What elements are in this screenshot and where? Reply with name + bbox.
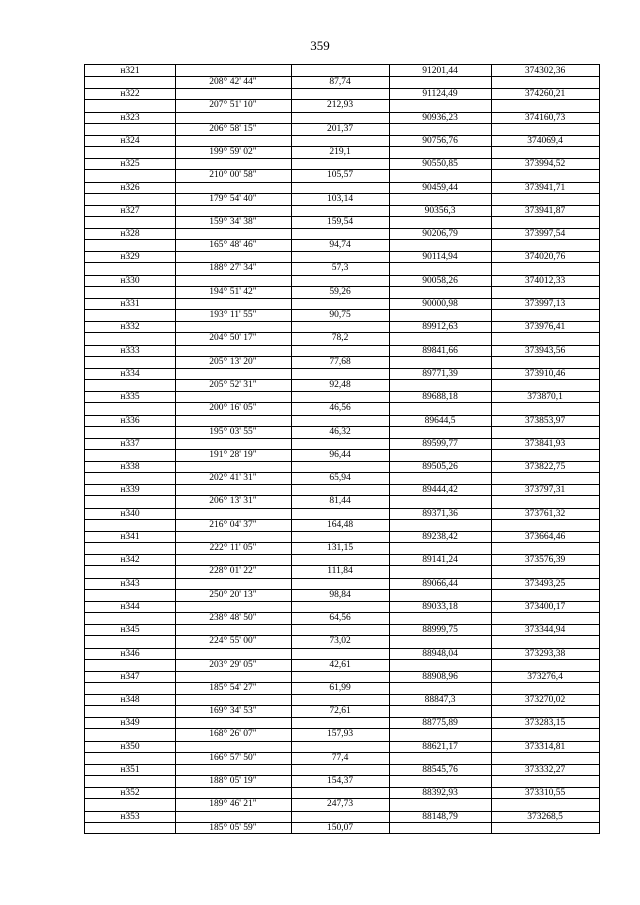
y-coordinate: 374069,4: [527, 135, 563, 146]
table-row: [85, 415, 599, 439]
y-coordinate: 373997,13: [524, 299, 566, 309]
direction-angle: 250° 20' 13": [209, 589, 257, 600]
x-coordinate: 90550,85: [422, 159, 458, 170]
point-name: н333: [120, 345, 140, 356]
direction-angle: 185° 05' 59": [209, 822, 257, 833]
table-row: [85, 787, 599, 811]
point-name: н351: [120, 765, 140, 775]
table-row: [85, 578, 599, 602]
direction-angle: 188° 27' 34": [209, 263, 257, 274]
y-coordinate: 373310,55: [524, 788, 566, 799]
table-row: [85, 182, 599, 206]
y-coordinate: 374302,36: [524, 66, 566, 76]
x-coordinate: 88999,75: [422, 625, 458, 636]
point-name: н339: [120, 485, 140, 496]
segment-length: 212,93: [326, 100, 354, 111]
direction-angle: 185° 54' 27": [209, 682, 257, 693]
table-row: [85, 205, 599, 229]
table-row: [85, 648, 599, 672]
point-name: н335: [120, 392, 140, 403]
direction-angle: 166° 57' 50": [209, 752, 257, 763]
segment-length: 81,44: [329, 496, 351, 507]
x-coordinate: 90936,23: [422, 112, 458, 123]
point-name: н349: [120, 718, 140, 729]
direction-angle: 210° 00' 58": [209, 170, 257, 181]
y-coordinate: 373664,46: [524, 532, 566, 542]
table-row: [85, 531, 599, 555]
table-row: [85, 601, 599, 625]
segment-length: 150,07: [326, 822, 354, 833]
direction-angle: 179° 54' 40": [209, 193, 257, 204]
table-row: [85, 368, 599, 392]
direction-angle: 165° 48' 46": [209, 240, 257, 251]
page-number: 359: [310, 38, 330, 53]
segment-length: 42,61: [329, 659, 351, 670]
direction-angle: 216° 04' 37": [209, 519, 257, 530]
coordinates-table: [84, 64, 600, 834]
y-coordinate: 373344,94: [524, 625, 566, 636]
x-coordinate: 90756,76: [422, 135, 458, 146]
y-coordinate: 373841,93: [524, 438, 566, 449]
table-row: [85, 554, 599, 578]
point-name: н341: [120, 532, 140, 542]
table-row: [85, 298, 599, 322]
direction-angle: 189° 46' 21": [209, 799, 257, 810]
table-row: [85, 624, 599, 648]
x-coordinate: 88545,76: [422, 765, 458, 775]
segment-length: 159,54: [326, 216, 354, 227]
segment-length: 78,2: [331, 333, 349, 344]
x-coordinate: 89644,5: [424, 415, 456, 426]
direction-angle: 203° 29' 05": [209, 659, 257, 670]
x-coordinate: 90114,94: [422, 252, 458, 263]
y-coordinate: 373870,1: [527, 392, 563, 403]
segment-length: 154,37: [326, 776, 354, 786]
x-coordinate: 89599,77: [422, 438, 458, 449]
segment-length: 164,48: [326, 519, 354, 530]
x-coordinate: 90459,44: [422, 182, 458, 193]
point-name: н346: [120, 648, 140, 659]
x-coordinate: 90058,26: [422, 275, 458, 286]
point-name: н328: [120, 229, 140, 240]
point-name: н321: [120, 66, 140, 76]
table-row: [85, 438, 599, 462]
x-coordinate: 89371,36: [422, 508, 458, 519]
x-coordinate: 88392,93: [422, 788, 458, 799]
direction-angle: 207° 51' 10": [209, 100, 257, 111]
y-coordinate: 373270,02: [524, 695, 566, 706]
table-row: [85, 65, 599, 89]
segment-length: 157,93: [326, 729, 354, 740]
direction-angle: 238° 48' 50": [209, 612, 257, 623]
direction-angle: 200° 16' 05": [209, 403, 257, 414]
y-coordinate: 373943,56: [524, 345, 566, 356]
point-name: н332: [120, 322, 140, 333]
y-coordinate: 373994,52: [524, 159, 566, 170]
table-row: [85, 508, 599, 532]
point-name: н329: [120, 252, 140, 263]
y-coordinate: 373283,15: [524, 718, 566, 729]
direction-angle: 159° 34' 38": [209, 216, 257, 227]
point-name: н353: [120, 811, 140, 822]
segment-length: 46,32: [329, 426, 351, 437]
point-name: н331: [120, 299, 140, 309]
x-coordinate: 88775,89: [422, 718, 458, 729]
table-row: [85, 112, 599, 136]
table-row: [85, 694, 599, 718]
y-coordinate: 373941,71: [524, 182, 566, 193]
direction-angle: 193° 11' 55": [209, 310, 257, 320]
segment-length: 111,84: [327, 566, 353, 577]
y-coordinate: 374260,21: [524, 89, 566, 100]
point-name: н327: [120, 205, 140, 216]
direction-angle: 205° 13' 20": [209, 356, 257, 367]
segment-length: 201,37: [326, 123, 354, 134]
point-name: н334: [120, 368, 140, 379]
direction-angle: 205° 52' 31": [209, 379, 257, 390]
point-name: н336: [120, 415, 140, 426]
table-row: [85, 764, 599, 788]
segment-length: 87,74: [329, 77, 351, 87]
segment-length: 131,15: [326, 543, 354, 553]
x-coordinate: 88908,96: [422, 671, 458, 682]
segment-length: 57,3: [331, 263, 349, 274]
x-coordinate: 88948,04: [422, 648, 458, 659]
segment-length: 77,4: [331, 752, 349, 763]
x-coordinate: 89444,42: [422, 485, 458, 496]
point-name: н325: [120, 159, 140, 170]
table-row: [85, 484, 599, 508]
point-name: н337: [120, 438, 140, 449]
segment-length: 96,44: [329, 449, 351, 460]
direction-angle: 202° 41' 31": [209, 473, 257, 484]
segment-length: 219,1: [329, 146, 351, 157]
direction-angle: 195° 03' 55": [209, 426, 257, 437]
segment-length: 247,73: [326, 799, 354, 810]
y-coordinate: 373822,75: [524, 462, 566, 473]
point-name: н344: [120, 601, 140, 612]
segment-length: 64,56: [329, 612, 351, 623]
y-coordinate: 373314,81: [524, 741, 566, 752]
x-coordinate: 89505,26: [422, 462, 458, 473]
segment-length: 92,48: [329, 379, 351, 390]
direction-angle: 228° 01' 22": [209, 566, 257, 577]
y-coordinate: 374020,76: [524, 252, 566, 263]
direction-angle: 188° 05' 19": [209, 776, 257, 786]
x-coordinate: 90206,79: [422, 229, 458, 240]
point-name: н340: [120, 508, 140, 519]
direction-angle: 222° 11' 05": [209, 543, 257, 553]
direction-angle: 224° 55' 00": [209, 636, 257, 647]
x-coordinate: 89771,39: [422, 368, 458, 379]
y-coordinate: 374012,33: [524, 275, 566, 286]
x-coordinate: 89141,24: [422, 555, 458, 566]
y-coordinate: 373797,31: [524, 485, 566, 496]
segment-length: 105,57: [326, 170, 354, 181]
y-coordinate: 373941,87: [524, 205, 566, 216]
x-coordinate: 90356,3: [424, 205, 456, 216]
table-row: [85, 461, 599, 485]
segment-length: 72,61: [329, 706, 351, 717]
y-coordinate: 373293,38: [524, 648, 566, 659]
x-coordinate: 90000,98: [422, 299, 458, 309]
y-coordinate: 373332,27: [524, 765, 566, 775]
point-name: н338: [120, 462, 140, 473]
x-coordinate: 89688,18: [422, 392, 458, 403]
y-coordinate: 373576,39: [524, 555, 566, 566]
y-coordinate: 374160,73: [524, 112, 566, 123]
segment-length: 77,68: [329, 356, 351, 367]
table-row: [85, 135, 599, 159]
table-row: [85, 158, 599, 182]
segment-length: 103,14: [326, 193, 354, 204]
x-coordinate: 89238,42: [422, 532, 458, 542]
y-coordinate: 373268,5: [527, 811, 563, 822]
y-coordinate: 373276,4: [527, 671, 563, 682]
point-name: н352: [120, 788, 140, 799]
table-row: [85, 228, 599, 252]
point-name: н348: [120, 695, 140, 706]
table-row: [85, 811, 599, 835]
table-row: [85, 251, 599, 275]
x-coordinate: 89912,63: [422, 322, 458, 333]
direction-angle: 206° 58' 15": [209, 123, 257, 134]
segment-length: 94,74: [329, 240, 351, 251]
y-coordinate: 373853,97: [524, 415, 566, 426]
segment-length: 46,56: [329, 403, 351, 414]
point-name: н347: [120, 671, 140, 682]
x-coordinate: 89841,66: [422, 345, 458, 356]
table-row: [85, 671, 599, 695]
segment-length: 73,02: [329, 636, 351, 647]
table-row: [85, 717, 599, 741]
table-row: [85, 275, 599, 299]
x-coordinate: 89033,18: [422, 601, 458, 612]
table-row: [85, 391, 599, 415]
direction-angle: 204° 50' 17": [209, 333, 257, 344]
point-name: н326: [120, 182, 140, 193]
y-coordinate: 373910,46: [524, 368, 566, 379]
segment-length: 61,99: [329, 682, 351, 693]
table-row: [85, 321, 599, 345]
x-coordinate: 88148,79: [422, 811, 458, 822]
x-coordinate: 88621,17: [422, 741, 458, 752]
x-coordinate: 91201,44: [422, 66, 458, 76]
x-coordinate: 91124,49: [422, 89, 458, 100]
point-name: н350: [120, 741, 140, 752]
point-name: н345: [120, 625, 140, 636]
direction-angle: 191° 28' 19": [209, 449, 257, 460]
direction-angle: 206° 13' 31": [209, 496, 257, 507]
segment-length: 90,75: [329, 310, 351, 320]
direction-angle: 169° 34' 53": [209, 706, 257, 717]
point-name: н342: [120, 555, 140, 566]
y-coordinate: 373997,54: [524, 229, 566, 240]
point-name: н330: [120, 275, 140, 286]
y-coordinate: 373400,17: [524, 601, 566, 612]
point-name: н324: [120, 135, 140, 146]
x-coordinate: 88847,3: [424, 695, 456, 706]
y-coordinate: 373761,32: [524, 508, 566, 519]
x-coordinate: 89066,44: [422, 578, 458, 589]
direction-angle: 208° 42' 44": [209, 77, 257, 87]
direction-angle: 199° 59' 02": [209, 146, 257, 157]
point-name: н323: [120, 112, 140, 123]
point-name: н322: [120, 89, 140, 100]
y-coordinate: 373493,25: [524, 578, 566, 589]
direction-angle: 194° 51' 42": [209, 286, 257, 297]
table-row: [85, 88, 599, 112]
y-coordinate: 373976,41: [524, 322, 566, 333]
segment-length: 65,94: [329, 473, 351, 484]
segment-length: 98,84: [329, 589, 351, 600]
table-row: [85, 741, 599, 765]
point-name: н343: [120, 578, 140, 589]
direction-angle: 168° 26' 07": [209, 729, 257, 740]
segment-length: 59,26: [329, 286, 351, 297]
table-row: [85, 345, 599, 369]
